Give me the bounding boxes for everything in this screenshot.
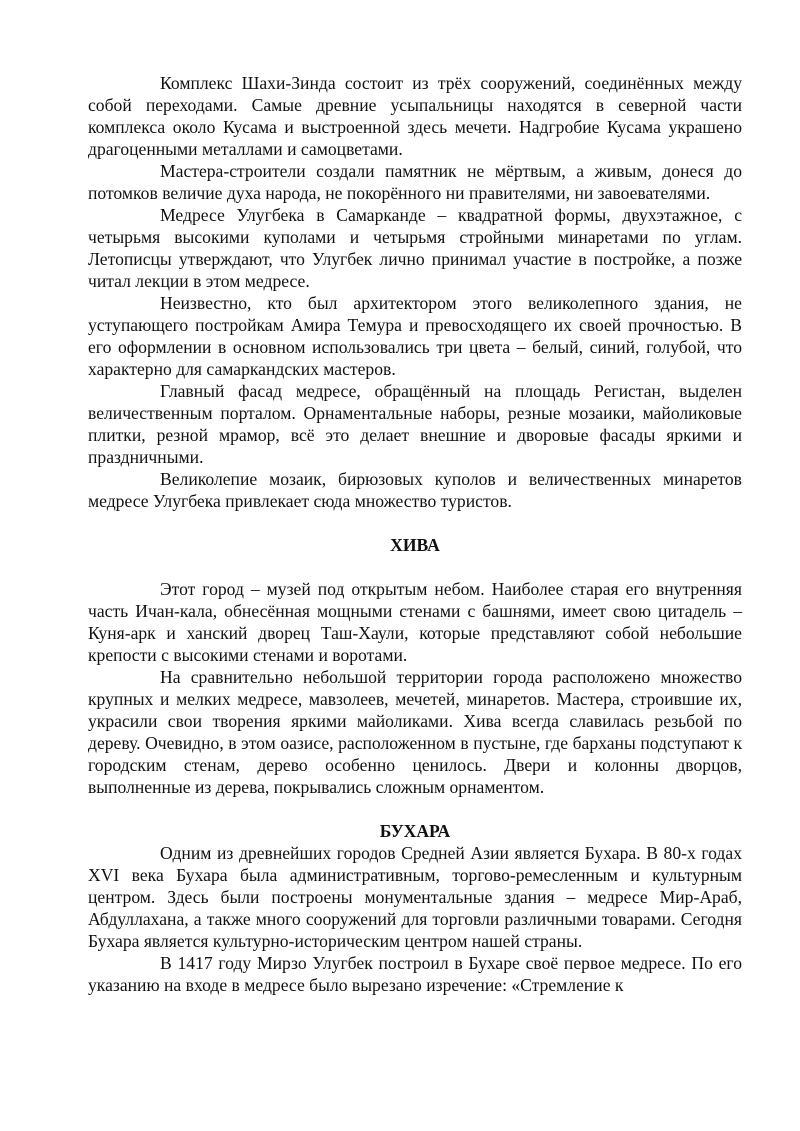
paragraph-bukhara-ulugbek: В 1417 году Мирзо Улугбек построил в Бухаре своё первое медресе. По его указанию на входе в медресе было вырезано изречение: «Стремление к xyxy=(88,953,742,995)
paragraph-architect: Неизвестно, кто был архитектором этого великолепного здания, не уступающего постройкам Амира Темура и превосходящего их своей прочностью. В его оформлении в основном использовались три цвета – белый, синий, голубой, что характерно для самаркандских мастеров. xyxy=(88,293,742,379)
document-page xyxy=(88,72,742,996)
paragraph-tourists: Великолепие мозаик, бирюзовых куполов и величественных минаретов медресе Улугбека привлекает сюда множество туристов. xyxy=(88,469,742,511)
paragraph-ulugbek-madrasah: Медресе Улугбека в Самарканде – квадратной формы, двухэтажное, с четырьмя высокими куполами и четырьмя стройными минаретами по углам. Летописцы утверждают, что Улугбек лично принимал участие в постройке, а позже читал лекции в этом медресе. xyxy=(88,205,742,291)
heading-bukhara: БУХАРА xyxy=(379,821,451,841)
section-spacer xyxy=(88,798,742,820)
section-spacer xyxy=(88,556,742,578)
paragraph-shahi-zinda: Комплекс Шахи-Зинда состоит из трёх сооружений, соединённых между собой переходами. Самые древние усыпальницы находятся в северной части комплекса около Кусама и выстроенной здесь мечети. Надгробие Кусама украшено драгоценными металлами и самоцветами. xyxy=(88,73,742,159)
paragraph-bukhara-history: Одним из древнейших городов Средней Азии является Бухара. В 80-х годах XVI века Бухара была административным, торгово-ремесленным и культурным центром. Здесь были построены монументальные здания – медресе Мир-Араб, Абдуллахана, а также много сооружений для торговли различными товарами. Сегодня Бухара является культурно-историческим центром нашей страны. xyxy=(88,843,742,951)
paragraph-masters: Мастера-строители создали памятник не мёртвым, а живым, донеся до потомков величие духа народа, не покорённого ни правителями, ни завоевателями. xyxy=(88,161,742,203)
paragraph-khiva-monuments: На сравнительно небольшой территории города расположено множество крупных и мелких медресе, мавзолеев, мечетей, минаретов. Мастера, строившие их, украсили свои творения яркими майоликами. Хива всегда славилась резьбой по дереву. Очевидно, в этом оазисе, расположенном в пустыне, где барханы подступают к городским стенам, дерево особенно ценилось. Двери и колонны дворцов, выполненные из дерева, покрывались сложным орнаментом. xyxy=(88,667,742,797)
heading-khiva: ХИВА xyxy=(390,535,440,555)
paragraph-khiva-museum: Этот город – музей под открытым небом. Наиболее старая его внутренняя часть Ичан-кала, обнесённая мощными стенами с башнями, имеет свою цитадель – Куня-арк и ханский дворец Таш-Хаули, которые представляют собой небольшие крепости с высокими стенами и воротами. xyxy=(88,579,742,665)
section-spacer xyxy=(88,512,742,534)
paragraph-facade: Главный фасад медресе, обращённый на площадь Регистан, выделен величественным порталом. Орнаментальные наборы, резные мозаики, майоликовые плитки, резной мрамор, всё это делает внешние и дворовые фасады яркими и праздничными. xyxy=(88,381,742,467)
